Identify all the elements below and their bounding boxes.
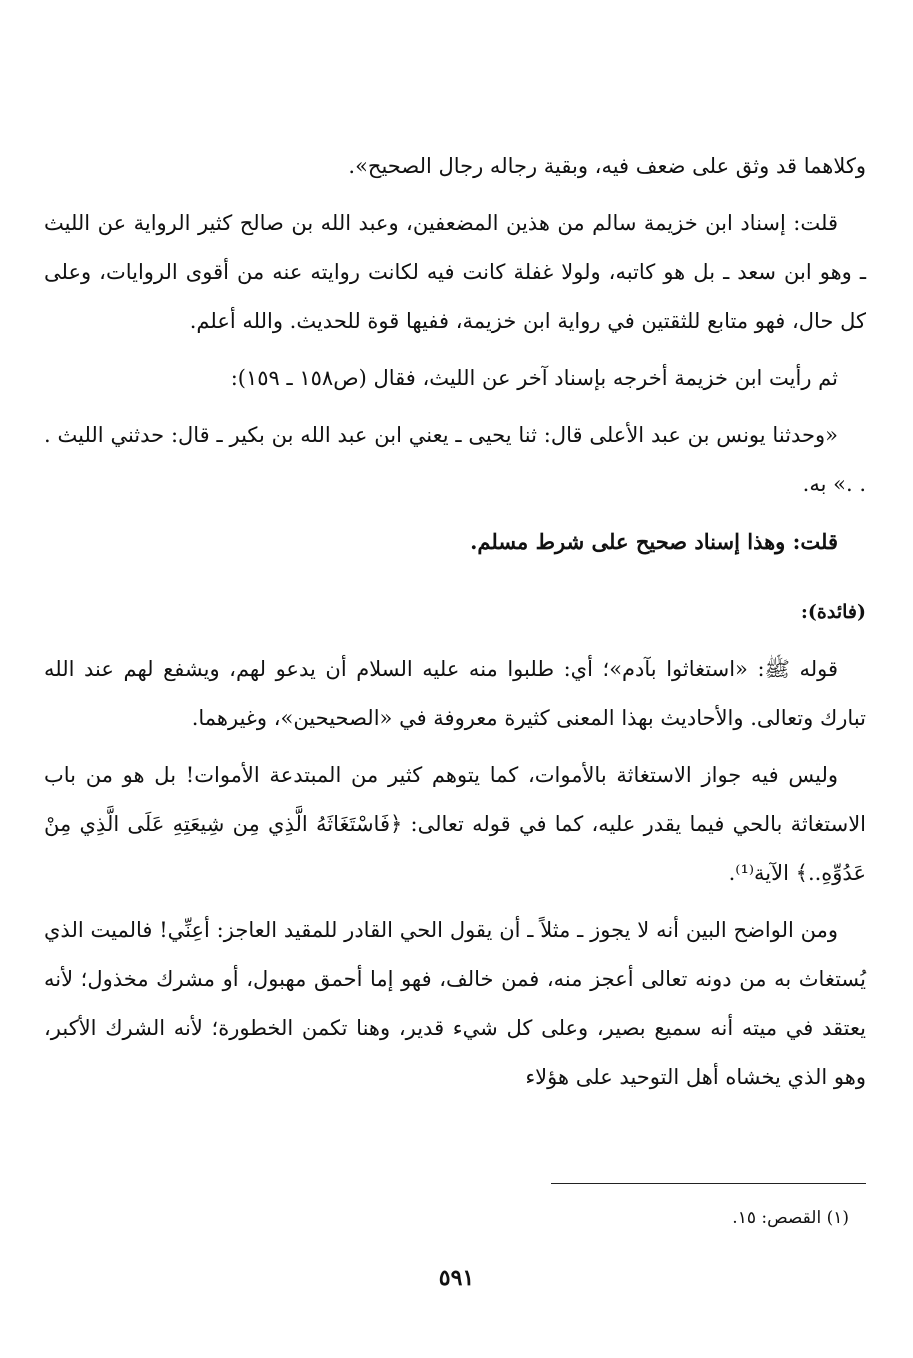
paragraph-5-verdict: قلت: وهذا إسناد صحيح على شرط مسلم. (470, 529, 838, 554)
paragraph-6: قوله ﷺ: «استغاثوا بآدم»؛ أي: طلبوا منه عليه السلام أن يدعو لهم، ويشفع لهم عند الله تبارك وتعالى. والأحاديث بهذا المعنى كثيرة معروفة في «الصحيحين»، وغيرهما. (44, 657, 866, 730)
paragraph-2: قلت: إسناد ابن خزيمة سالم من هذين المضعفين، وعبد الله بن صالح كثير الرواية عن الليث ـ وهو ابن سعد ـ بل هو كاتبه، ولولا غفلة كانت فيه لكانت روايته عنه من أقوى الروايات، وعلى كل حال، فهو متابع للثقتين في رواية ابن خزيمة، ففيها قوة للحديث. والله أعلم. (44, 211, 866, 333)
page-number: ٥٩١ (438, 1265, 475, 1291)
footnote-divider (551, 1183, 866, 1184)
paragraph-8: ومن الواضح البين أنه لا يجوز ـ مثلاً ـ أن يقول الحي القادر للمقيد العاجز: أعِنِّي! فالميت الذي يُستغاث به من دونه تعالى أعجز منه، فمن خالف، فهو إما أحمق مهبول، أو مشرك مخذول؛ لأنه يعتقد في ميته أنه سميع بصير، وعلى كل شيء قدير، وهنا تكمن الخطورة؛ لأنه الشرك الأكبر، وهو الذي يخشاه أهل التوحيد على هؤلاء (44, 918, 866, 1089)
paragraph-3: ثم رأيت ابن خزيمة أخرجه بإسناد آخر عن الليث، فقال (ص١٥٨ ـ ١٥٩): (230, 366, 838, 390)
paragraph-4-quote: «وحدثنا يونس بن عبد الأعلى قال: ثنا يحيى ـ يعني ابن عبد الله بن بكير ـ قال: حدثني الليث . . .» به. (44, 423, 866, 496)
main-text (44, 142, 866, 1110)
note-heading: (فائدة): (800, 601, 866, 623)
footnote: (١) القصص: ١٥. (732, 1208, 849, 1228)
paragraph-1: وكلاهما قد وثق على ضعف فيه، وبقية رجاله رجال الصحيح». (348, 154, 866, 178)
paragraph-7: وليس فيه جواز الاستغاثة بالأموات، كما يتوهم كثير من المبتدعة الأموات! بل هو من باب الاستغاثة بالحي فيما يقدر عليه، كما في قوله تعالى: ﴿فَاسْتَغَاثَهُ الَّذِي مِن شِيعَتِهِ عَلَى الَّذِي مِنْ عَدُوِّهِ..﴾ الآية⁽¹⁾. (44, 763, 866, 885)
